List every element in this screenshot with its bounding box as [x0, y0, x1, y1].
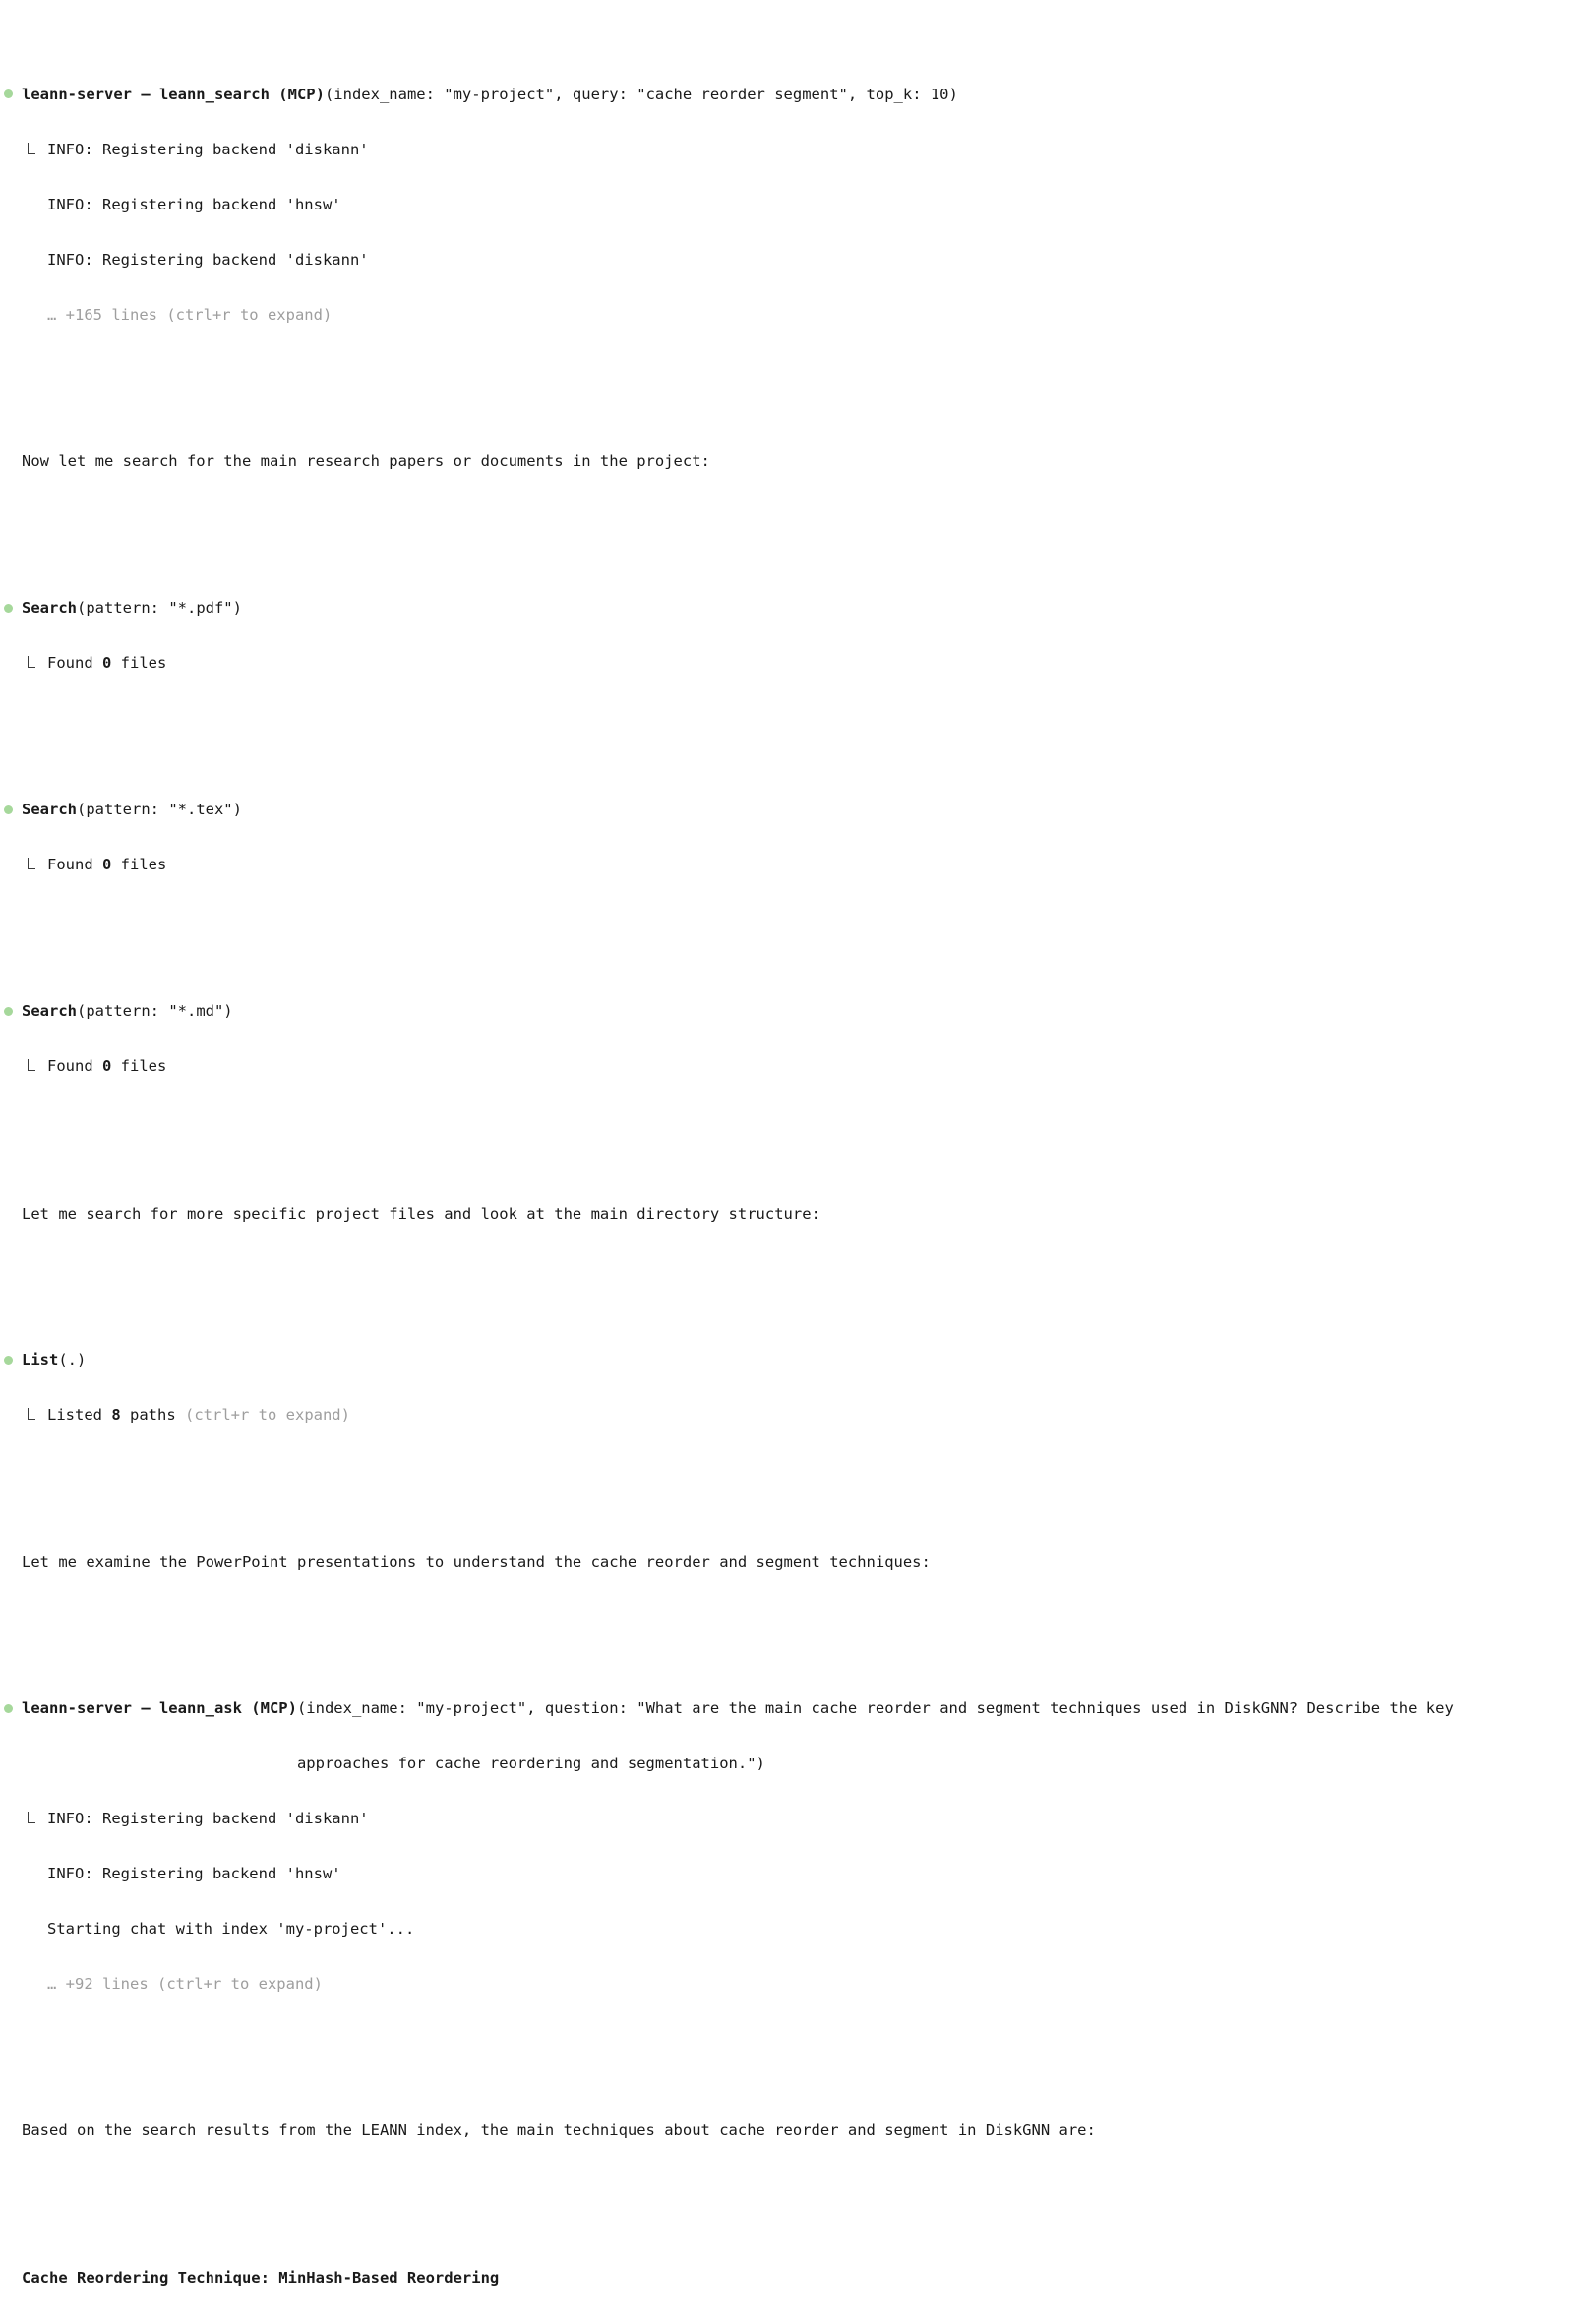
log-line: Starting chat with index 'my-project'... [47, 1920, 415, 1938]
tool-result-line [0, 1810, 1574, 1828]
result-elbow-icon [28, 143, 35, 154]
tool-result-line [0, 1057, 1574, 1076]
tool-call-leann-ask [0, 1699, 1574, 1718]
result-count: 0 [102, 856, 112, 874]
tool-args: (index_name: "my-project", query: "cache reorder segment", top_k: 10) [324, 85, 958, 103]
result-text: Found [47, 653, 102, 672]
tool-name: Search [22, 801, 77, 819]
tool-status-icon [4, 89, 13, 98]
tool-result-line [0, 1406, 1574, 1425]
log-line: INFO: Registering backend 'diskann' [47, 250, 369, 268]
tool-result-line [0, 141, 1574, 159]
tool-status-icon [4, 604, 13, 613]
result-elbow-icon [28, 1812, 35, 1823]
collapsed-hint-text: … +165 lines (ctrl+r to expand) [47, 305, 333, 324]
tool-args: (pattern: "*.pdf") [77, 599, 242, 617]
result-count: 0 [102, 1057, 112, 1076]
result-count: 0 [102, 653, 112, 672]
log-line: INFO: Registering backend 'hnsw' [47, 1865, 341, 1883]
result-text: files [111, 856, 167, 874]
section-heading-cache-reordering: Cache Reordering Technique: MinHash-Based Reordering [22, 2268, 500, 2287]
tool-name: leann-server — leann_ask (MCP) [22, 1699, 297, 1718]
tool-status-icon [4, 1356, 13, 1365]
tool-name: leann-server — leann_search (MCP) [22, 85, 325, 103]
tool-args: (pattern: "*.md") [77, 1002, 233, 1021]
tool-call-search-md [0, 1002, 1574, 1021]
tool-result-line [0, 856, 1574, 874]
result-elbow-icon [28, 1408, 35, 1420]
tool-result-line [0, 251, 1574, 269]
collapsed-hint-text: … +92 lines (ctrl+r to expand) [47, 1975, 323, 1994]
collapsed-lines-hint [0, 1975, 1574, 1994]
tool-status-icon [4, 805, 13, 814]
collapsed-hint-text: (ctrl+r to expand) [185, 1405, 350, 1424]
tool-args: (pattern: "*.tex") [77, 801, 242, 819]
assistant-message-specific-files: Let me search for more specific project files and look at the main directory structure: [22, 1204, 820, 1222]
tool-call-list [0, 1351, 1574, 1370]
tool-args: (.) [58, 1350, 87, 1369]
tool-call-leann-search [0, 86, 1574, 104]
tool-status-icon [4, 1704, 13, 1713]
result-elbow-icon [28, 656, 35, 668]
result-text: files [111, 653, 167, 672]
tool-result-line [0, 1865, 1574, 1883]
result-text: files [111, 1057, 167, 1076]
result-text: Found [47, 1057, 102, 1076]
assistant-message-examine-ppt: Let me examine the PowerPoint presentations to understand the cache reorder and segment techniques: [22, 1553, 931, 1572]
tool-name: List [22, 1350, 59, 1369]
tool-args: (index_name: "my-project", question: "What are the main cache reorder and segment techniques used in DiskGNN? Describe the key [296, 1699, 1454, 1718]
log-line: INFO: Registering backend 'hnsw' [47, 195, 341, 213]
tool-result-line [0, 654, 1574, 673]
tool-call-search-tex [0, 801, 1574, 819]
tool-name: Search [22, 1002, 77, 1021]
result-count: 8 [111, 1405, 121, 1424]
log-line: INFO: Registering backend 'diskann' [47, 140, 369, 158]
tool-result-line [0, 196, 1574, 214]
assistant-message-based-on: Based on the search results from the LEANN index, the main techniques about cache reorder and segment in DiskGNN are: [22, 2121, 1096, 2140]
tool-args-continuation: approaches for cache reordering and segmentation.") [296, 1755, 765, 1773]
result-elbow-icon [28, 858, 35, 869]
tool-name: Search [22, 599, 77, 617]
log-line: INFO: Registering backend 'diskann' [47, 1810, 369, 1828]
tool-status-icon [4, 1007, 13, 1016]
collapsed-lines-hint [0, 306, 1574, 325]
tool-result-line [0, 1920, 1574, 1938]
assistant-message-search-docs: Now let me search for the main research papers or documents in the project: [22, 451, 710, 470]
result-elbow-icon [28, 1059, 35, 1071]
tool-call-search-pdf [0, 599, 1574, 618]
result-text: Found [47, 856, 102, 874]
result-text: paths [120, 1405, 185, 1424]
result-text: Listed [47, 1405, 112, 1424]
